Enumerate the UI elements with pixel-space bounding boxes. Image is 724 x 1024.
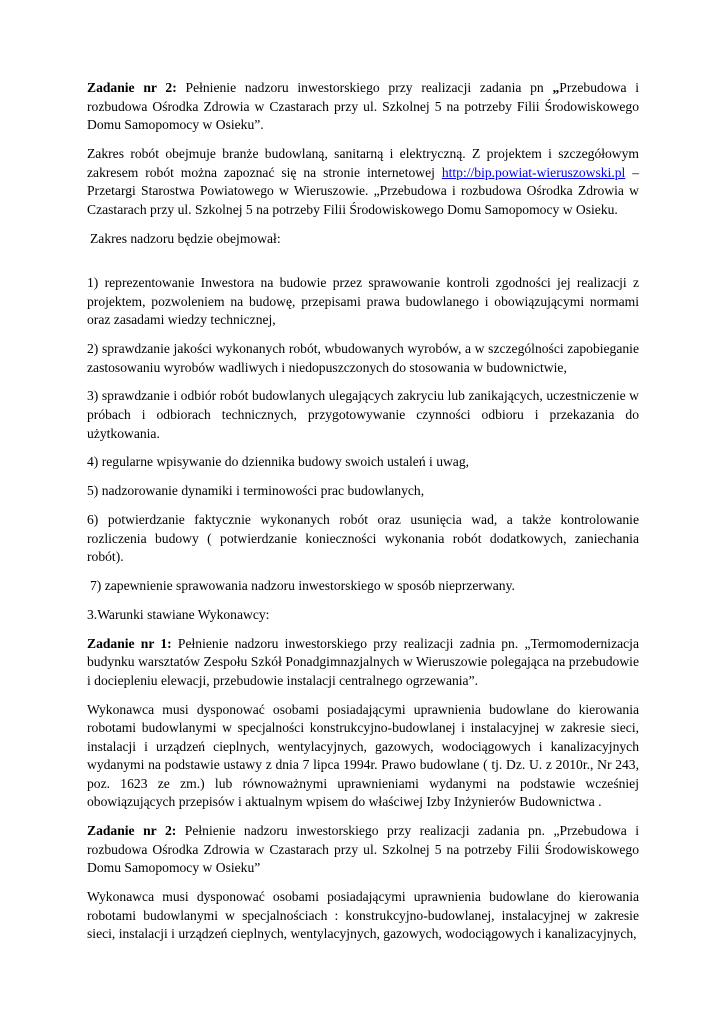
supervision-item: 4) regularne wpisywanie do dziennika budowy swoich ustaleń i uwag, [87,454,470,470]
document-page [87,79,639,954]
task-2-repeat-paragraph [87,822,639,878]
supervision-item: 7) zapewnienie sprawowania nadzoru inwestorskiego w sposób nieprzerwany. [90,577,515,593]
task-2-text-end: Przebudowa i rozbudowa Ośrodka Zdrowia w Czastarach przy ul. Szkolnej 5 na potrzeby Filii Środowiskowego Domu Samopomocy w Osieku”. [87,80,639,133]
task-2-quote-mark: „ [552,80,560,95]
task-1-label: Zadanie nr 1: [87,635,172,651]
task-2-paragraph [87,79,639,135]
scope-paragraph [87,145,639,219]
requirement-1-paragraph: Wykonawca musi dysponować osobami posiadającymi uprawnienia budowlane do kierowania robotami budowlanymi w specjalności konstrukcyjno-budowlanej i instalacyjnej w zakresie sieci, instalacji i urządzeń cieplnych, wentylacyjnych, gazowych, wodociągowych i kanalizacyjnych wydanymi na podstawie ustawy z dnia 7 lipca 1994r. Prawo budowlane ( tj. Dz. U. z 2010r., Nr 243, poz. 1623 ze zm.) lub równoważnymi uprawnieniami wydanymi na podstawie wcześniej obowiązujących przepisów i aktualnym wpisem do właściwej Izby Inżynierów Budownictwa . [87,701,639,810]
supervision-item: 3) sprawdzanie i odbiór robót budowlanych ulegających zakryciu lub zanikających, uczestniczenie w próbach i odbiorach technicznych, przygotowywanie czynności odbioru i przekazania do użytkowania. [87,388,639,441]
supervision-item: 1) reprezentowanie Inwestora na budowie przez sprawowanie kontroli zgodności jej realizacji z projektem, pozwoleniem na budowę, przepisami prawa budowlanego i obowiązującymi normami oraz zasadami wiedzy technicznej, [87,275,639,328]
task-2-label: Zadanie nr 2: [87,80,177,95]
task-2-text-start: Pełnienie nadzoru inwestorskiego przy realizacji zadania pn [176,80,553,95]
supervision-item: 2) sprawdzanie jakości wykonanych robót, wbudowanych wyrobów, a w szczególności zapobieganie zastosowaniu wyrobów wadliwych i niedopuszczonych do stosowania w budownictwie, [87,341,639,375]
requirement-2-paragraph: Wykonawca musi dysponować osobami posiadającymi uprawnienia budowlane do kierowania robotami budowlanymi w specjalnościach : konstrukcyjno-budowlanej, instalacyjnej w zakresie sieci, instalacji i urządzeń cieplnych, wentylacyjnych, gazowych, wodociągowych i kanalizacyjnych, [87,889,639,942]
task-1-text: Pełnienie nadzoru inwestorskiego przy realizacji zadnia pn. „Termomodernizacja budynku warsztatów Zespołu Szkół Ponadgimnazjalnych w Wieruszowie polegająca na przebudowie i dociepleniu elewacji, przebudowie instalacji centralnego ogrzewania”. [87,635,639,688]
supervision-item: 5) nadzorowanie dynamiki i terminowości prac budowlanych, [87,483,425,499]
task-2-repeat-label: Zadanie nr 2: [87,823,177,839]
task-2-repeat-text: Pełnienie nadzoru inwestorskiego przy realizacji zadania pn. „Przebudowa i rozbudowa Ośrodka Zdrowia w Czastarach przy ul. Szkolnej 5 na potrzeby Filii Środowiskowego Domu Samopomocy w Osieku” [87,823,640,876]
supervision-item: 6) potwierdzanie faktycznie wykonanych robót oraz usunięcia wad, a także kontrolowanie rozliczenia budowy ( potwierdzanie konieczności wykonania robót dodatkowych, zaniechania robót). [87,512,639,565]
scope-text-start: Zakres robót obejmuje branże budowlaną, sanitarną i elektryczną. Z projektem i szczegółowym zakresem robót można zapoznać się na stronie internetowej [87,145,639,180]
scope-text-end: – Przetargi Starostwa Powiatowego w Wieruszowie. „Przebudowa i rozbudowa Ośrodka Zdrowia w Czastarach przy ul. Szkolnej 5 na potrzeby Filii Środowiskowego Domu Samopomocy w Osieku. [87,164,639,217]
bip-website-link[interactable]: http://bip.powiat-wieruszowski.pl [441,164,626,180]
conditions-heading: 3.Warunki stawiane Wykonawcy: [87,606,270,622]
task-1-paragraph [87,635,639,691]
supervision-intro: Zakres nadzoru będzie obejmował: [90,230,281,246]
